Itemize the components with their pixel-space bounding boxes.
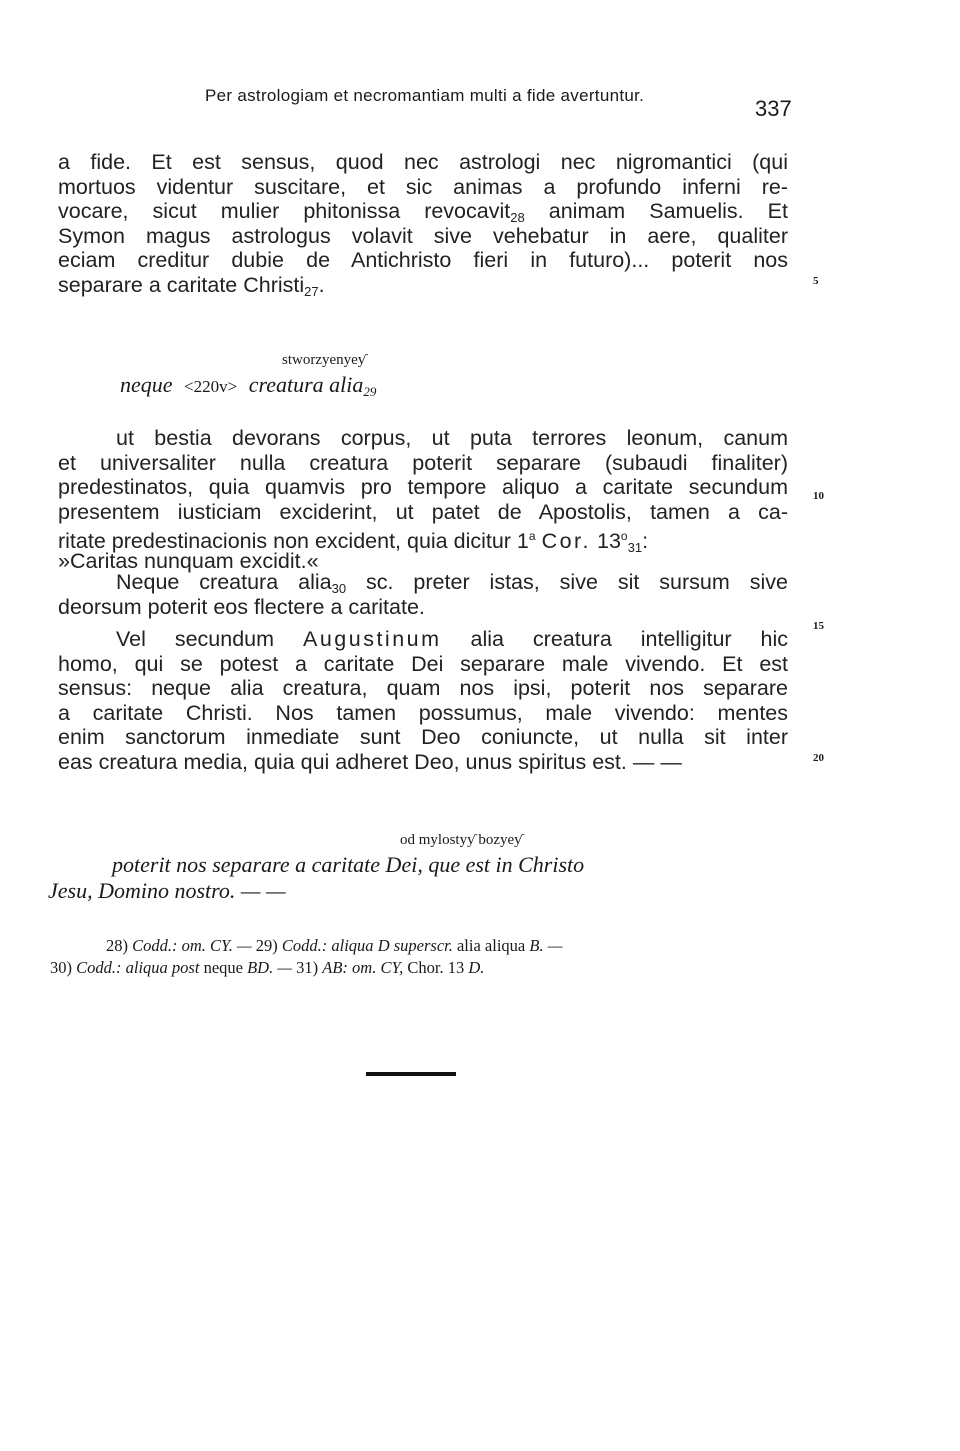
footnote-text: D. bbox=[468, 958, 485, 977]
text-line: ut bestia devorans corpus, ut puta terrores leonum, canum bbox=[116, 426, 788, 450]
paragraph-3 bbox=[58, 570, 788, 619]
punctuation: : bbox=[642, 529, 649, 554]
text-line: Symon magus astrologus volavit sive vehebatur in aere, qualiter bbox=[58, 223, 788, 248]
text-fragment: animam Samuelis. Et bbox=[548, 199, 788, 223]
text-line: a fide. Et est sensus, quod nec astrologi nec nigromantici (qui bbox=[58, 150, 788, 174]
lemma-heading: Jesu, Domino nostro. — — bbox=[48, 878, 286, 903]
paragraph-4 bbox=[58, 627, 788, 774]
footnote-text: Codd.: aliqua bbox=[281, 936, 374, 955]
polish-gloss: stworzyenyeƴ bbox=[282, 352, 366, 368]
text-line bbox=[58, 524, 788, 556]
lemma-word: neque bbox=[120, 372, 173, 397]
folio-marker: <220v> bbox=[184, 377, 238, 396]
text-line bbox=[58, 627, 788, 652]
text-fragment: alia creatura intelligitur hic bbox=[470, 627, 788, 651]
footnote-text: BD. — bbox=[247, 958, 293, 977]
lemma-text: poterit nos separare bbox=[112, 852, 290, 877]
lemma-heading bbox=[120, 372, 376, 400]
text-line: mortuos videntur suscitare, et sic animas a profundo inferni re- bbox=[58, 174, 788, 199]
text-line: eas creatura media, quia qui adheret Deo, unus spiritus est. — — bbox=[58, 749, 682, 774]
footnote-marker: 31) bbox=[296, 958, 319, 977]
polish-gloss: od mylostyƴ bozyeƴ bbox=[400, 832, 522, 848]
footnote-text: Chor. 13 bbox=[407, 958, 465, 977]
footnote-ref: 28 bbox=[510, 210, 525, 225]
text-line: eciam creditur dubie de Antichristo fieri in futuro)... poterit nos bbox=[58, 248, 788, 272]
footnote-marker: 28) bbox=[106, 936, 128, 955]
footnote-text: AB: om. CY, bbox=[322, 958, 404, 977]
footnote-text: Codd.: om. CY. — bbox=[132, 936, 252, 955]
text-line: »Caritas nunquam excidit.« bbox=[58, 548, 319, 573]
footnote-ref: 27 bbox=[304, 283, 319, 299]
text-line bbox=[58, 199, 788, 224]
footnotes bbox=[50, 935, 790, 979]
footnote-text: Codd.: aliqua bbox=[76, 958, 168, 977]
lemma-heading bbox=[112, 852, 584, 878]
footnote-line bbox=[50, 935, 790, 957]
text-fragment: ritate predestinacionis non excident, quia dicitur 1 bbox=[58, 529, 529, 554]
line-number: 10 bbox=[813, 490, 824, 502]
text-fragment: separare a caritate Christi bbox=[58, 272, 305, 297]
chapter-ref: 13 bbox=[596, 529, 621, 554]
footnote-text: post bbox=[171, 958, 200, 977]
line-number: 5 bbox=[813, 275, 819, 287]
footnote-text: B. — bbox=[529, 936, 563, 955]
text-line: presentem iusticiam exciderint, ut patet de Apostolis, tamen a ca- bbox=[58, 499, 788, 524]
line-number: 20 bbox=[813, 752, 824, 764]
text-line: predestinatos, quia quamvis pro tempore aliquo a caritate secundum bbox=[58, 475, 788, 499]
punctuation: . bbox=[318, 272, 325, 297]
footnote-ref: 29 bbox=[363, 384, 377, 399]
superscript: o bbox=[620, 529, 628, 543]
text-line: homo, qui se potest a caritate Dei separare male vivendo. Et est bbox=[58, 651, 788, 676]
lemma-text: caritate Dei, que est in Christo bbox=[311, 852, 585, 877]
footnote-text: alia aliqua bbox=[456, 936, 526, 955]
text-fragment: Neque creatura alia bbox=[116, 570, 332, 594]
footnote-marker: 30) bbox=[50, 958, 72, 977]
footnote-line bbox=[50, 957, 790, 979]
book-ref: Cor. bbox=[541, 529, 591, 554]
text-line: enim sanctorum inmediate sunt Deo coniuncte, ut nulla sit inter bbox=[58, 725, 788, 749]
text-fragment: sc. preter istas, sive sit sursum sive bbox=[366, 570, 788, 594]
footnote-marker: 29) bbox=[255, 936, 278, 955]
footnote-ref: 30 bbox=[331, 581, 347, 596]
lemma-word: creatura alia bbox=[248, 372, 364, 397]
line-number: 15 bbox=[813, 620, 824, 632]
lemma-text: a bbox=[295, 852, 307, 877]
footnote-text: D superscr. bbox=[377, 936, 453, 955]
text-line bbox=[58, 570, 788, 595]
paragraph-1 bbox=[58, 150, 788, 297]
footnote-text: neque bbox=[203, 958, 243, 977]
text-fragment: vocare, sicut mulier phitonissa revocavit bbox=[58, 199, 511, 223]
running-head: Per astrologiam et necromantiam multi a fide avertuntur. bbox=[205, 86, 645, 105]
text-fragment: Vel secundum bbox=[116, 627, 275, 651]
page-end-rule bbox=[366, 1072, 456, 1076]
paragraph-2 bbox=[58, 426, 788, 573]
text-line: et universaliter nulla creatura poterit separare (subaudi finaliter) bbox=[58, 450, 788, 475]
footnote-ref: 31 bbox=[627, 540, 643, 556]
author-name: Augustinum bbox=[303, 627, 442, 651]
text-line: a caritate Christi. Nos tamen possumus, male vivendo: mentes bbox=[58, 700, 788, 725]
superscript: a bbox=[528, 529, 536, 543]
text-line: sensus: neque alia creatura, quam nos ipsi, poterit nos separare bbox=[58, 676, 788, 700]
text-line bbox=[58, 273, 788, 298]
page-number: 337 bbox=[755, 96, 792, 121]
text-line: deorsum poterit eos flectere a caritate. bbox=[58, 594, 425, 619]
